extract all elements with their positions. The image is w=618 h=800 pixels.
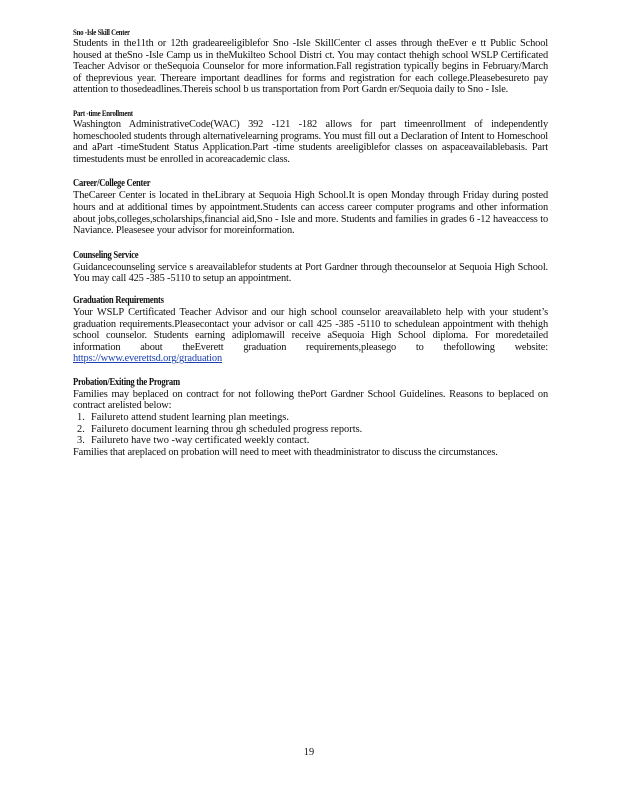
reasons-list [73,412,548,447]
section-career-college-center [73,178,548,236]
section-part-time-enrollment [73,109,548,165]
section-body [73,307,548,365]
section-heading: Graduation Requirements [73,294,164,306]
section-body: Guidancecounseling service s areavailablefor students at Port Gardner through thecounselor at Sequoia High School. You may call 425 -385 -5110 to setup an appointment. [73,261,548,285]
section-graduation-requirements [73,295,548,365]
section-heading: Probation/Exiting the Program [73,376,180,388]
list-item [73,424,548,436]
list-item [73,435,548,447]
closing-paragraph: Families that areplaced on probation will need to meet with theadministrator to discuss the circumstances. [73,446,498,458]
list-item-text: Failureto attend student learning plan meetings. [91,412,289,424]
section-body: Families may beplaced on contract for not following thePort Gardner School Guidelines. Reasons to beplaced on contract arelisted below: [73,388,548,412]
section-heading: Part -time Enrollment [73,108,133,118]
section-counseling-service [73,250,548,285]
list-item-number: 3. [77,435,85,447]
list-item-number: 1. [77,412,85,424]
graduation-link[interactable]: https://www.everettsd.org/graduation [73,353,222,365]
section-heading: Sno -Isle Skill Center [73,28,130,37]
section-heading: Career/College Center [73,178,151,190]
list-item-text: Failureto have two -way certificated weekly contact. [91,435,310,447]
section-body: Students in the11th or 12th gradeareeligiblefor Sno -Isle SkillCenter cl asses through theEver e tt Public School housed at theSno -Isle Camp us in theMukilteo School Distri ct. You may contact thehigh school WSLP Certificated Teacher Advisor or theSequoia Counselor for more information.Fall registration typically begins in February/March of theprevious year. Thereare important deadlines for forms and registration for each college.Pleasebesureto pay attention to thosedeadlines.Thereis school b us transportation from Port Gardn er/Sequoia daily to Sno - Isle. [73,38,548,96]
page-number: 19 [303,747,315,758]
list-item [73,412,548,424]
document-page [73,28,548,458]
section-heading: Counseling Service [73,249,139,261]
list-item-text: Failureto document learning throu gh scheduled progress reports. [91,423,363,435]
section-body: TheCareer Center is located in theLibrary at Sequoia High School.It is open Monday through Friday during posted hours and at additional times by appointment.Students can access career computer programs and other information about jobs,colleges,scholarships,financial aid,Sno - Isle and more. Students and families in grades 6 -12 haveaccess to Naviance. Pleasesee your advisor for moreinformation. [73,190,548,237]
list-item-number: 2. [77,423,85,435]
section-probation-exiting [73,377,548,459]
section-sno-isle [73,28,548,96]
section-body-text: Your WSLP Certificated Teacher Advisor and our high school counselor areavailableto help with your student’s graduation requirements.Pleasecontact your advisor or call 425 -385 -5110 to schedulean appointment with thehigh school counselor. Students earning adiplomawill receive aSequoia High School diploma. For moredetailed information about theEverett graduation requirements,pleasego to thefollowing website: [73,306,548,353]
section-body: Washington AdministrativeCode(WAC) 392 -121 -182 allows for part timeenrollment of independently homeschooled students through alternativelearning programs. You must fill out a Declaration of Intent to Homeschool and aPart -timeStudent Status Application.Part -time students areeligiblefor classes on aspaceavailablebasis. Part timestudents must be enrolled in acoreacademic class. [73,118,548,165]
